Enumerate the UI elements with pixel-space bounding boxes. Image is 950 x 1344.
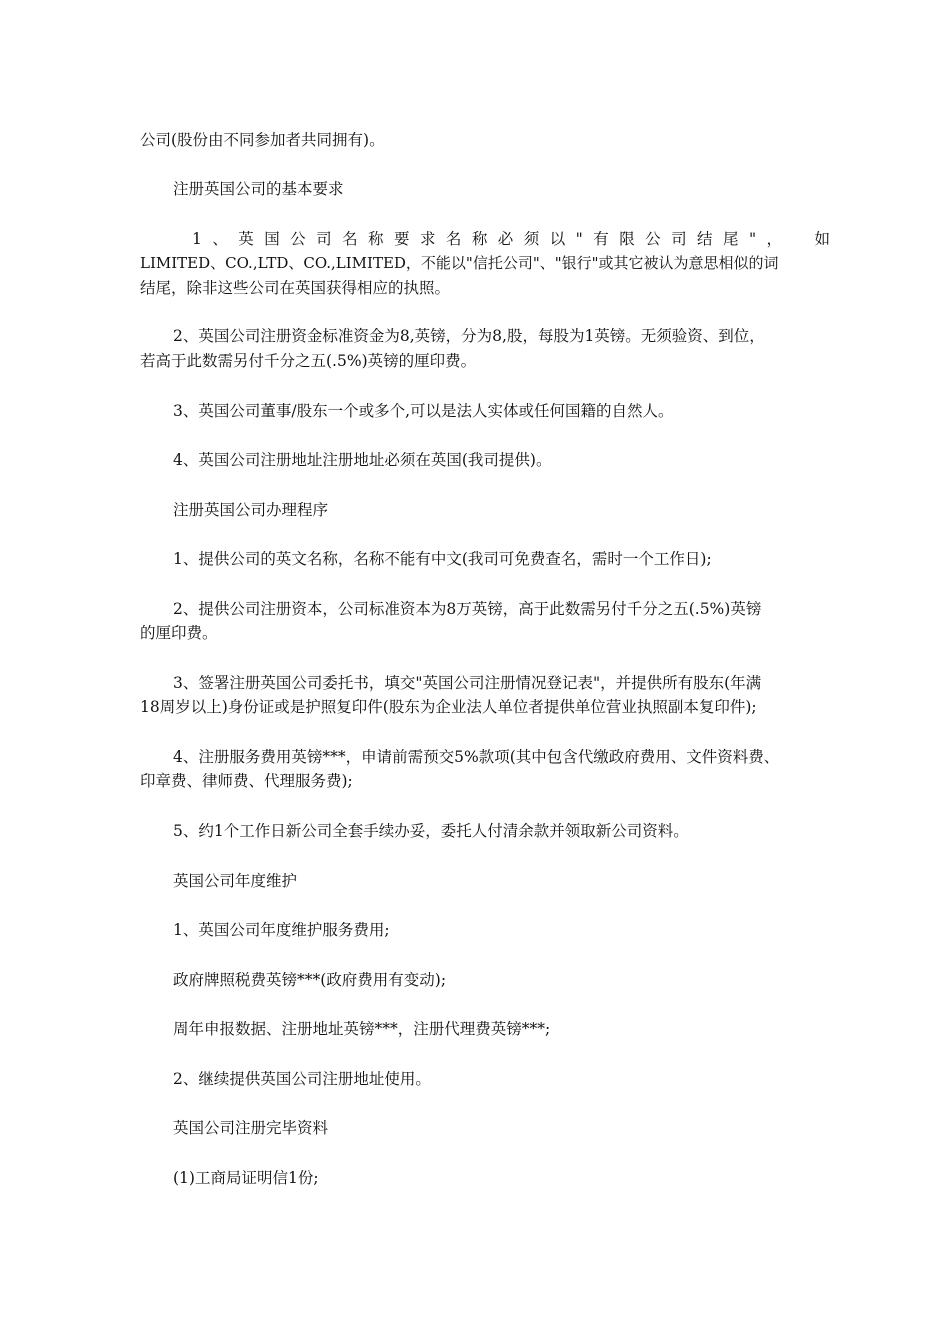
procedure-step-2-line-1: 2、提供公司注册资本，公司标准资本为8万英镑，高于此数需另付千分之五(.5%)英镑 [173, 600, 762, 618]
procedure-step-1: 1、提供公司的英文名称，名称不能有中文(我司可免费查名，需时一个工作日); [173, 550, 712, 568]
requirement-4: 4、英国公司注册地址注册地址必须在英国(我司提供)。 [173, 451, 552, 469]
requirement-2-line-2: 若高于此数需另付千分之五(.5%)英镑的厘印费。 [140, 352, 477, 370]
requirement-2-line-1: 2、英国公司注册资金标准资金为8,英镑，分为8,股，每股为1英镑。无须验资、到位， [173, 327, 765, 345]
maintenance-government-fee: 政府牌照税费英镑***(政府费用有变动); [173, 971, 447, 989]
procedure-step-2-line-2: 的厘印费。 [140, 624, 218, 642]
requirement-3: 3、英国公司董事/股东一个或多个,可以是法人实体或任何国籍的自然人。 [173, 402, 674, 420]
paragraph-continuation: 公司(股份由不同参加者共同拥有)。 [140, 131, 385, 149]
section-heading-registration-documents: 英国公司注册完毕资料 [173, 1119, 329, 1137]
procedure-step-3-line-2: 18周岁以上)身份证或是护照复印件(股东为企业法人单位者提供单位营业执照副本复印件); [140, 698, 757, 716]
section-heading-procedure: 注册英国公司办理程序 [173, 501, 329, 519]
maintenance-annual-return-fee: 周年申报数据、注册地址英镑***，注册代理费英镑***; [173, 1020, 551, 1038]
section-heading-basic-requirements: 注册英国公司的基本要求 [173, 180, 344, 198]
procedure-step-5: 5、约1个工作日新公司全套手续办妥，委托人付清余款并领取新公司资料。 [173, 822, 689, 840]
procedure-step-4-line-2: 印章费、律师费、代理服务费); [140, 772, 353, 790]
maintenance-item-1: 1、英国公司年度维护服务费用; [173, 921, 390, 939]
maintenance-item-2: 2、继续提供英国公司注册地址使用。 [173, 1070, 431, 1088]
requirement-1-line-3: 结尾，除非这些公司在英国获得相应的执照。 [140, 279, 451, 297]
requirement-1-line-1: 1 、 英 国 公 司 名 称 要 求 名 称 必 须 以 " 有 限 公 司 结 尾 " ， 如 [192, 230, 830, 248]
requirement-1-line-2: LIMITED、CO.,LTD、CO.,LIMITED，不能以"信托公司"、"银行"或其它被认为意思相似的词 [140, 254, 779, 272]
procedure-step-4-line-1: 4、注册服务费用英镑***，申请前需预交5%款项(其中包含代缴政府费用、文件资料费、 [173, 748, 780, 766]
procedure-step-3-line-1: 3、签署注册英国公司委托书，填交"英国公司注册情况登记表"，并提供所有股东(年满 [173, 674, 762, 692]
section-heading-annual-maintenance: 英国公司年度维护 [173, 872, 298, 890]
document-item-1: (1)工商局证明信1份; [173, 1169, 319, 1187]
